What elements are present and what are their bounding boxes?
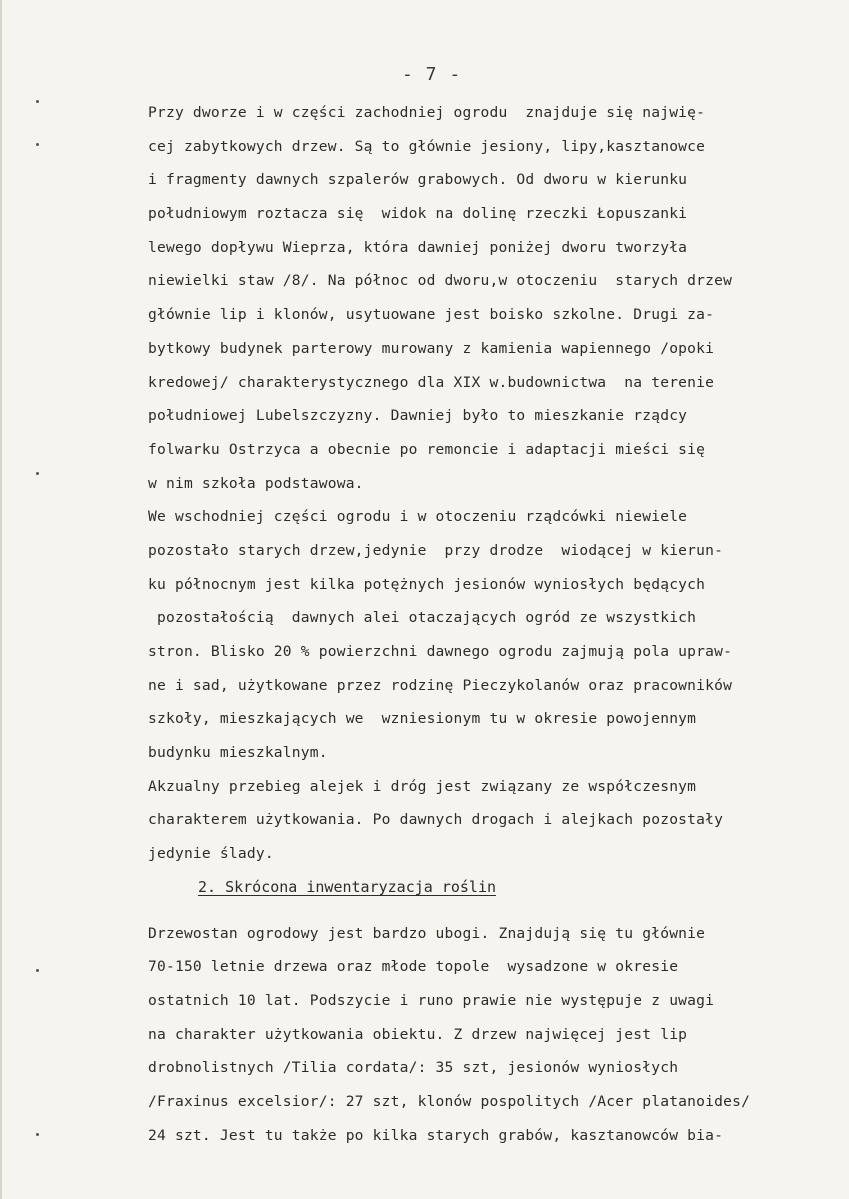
text-line: na charakter użytkowania obiektu. Z drzew najwięcej jest lip bbox=[148, 1025, 688, 1043]
text-line: niewielki staw /8/. Na północ od dworu,w otoczeniu starych drzew bbox=[148, 272, 733, 290]
text-line: drobnolistnych /Tilia cordata/: 35 szt, jesionów wyniosłych bbox=[148, 1059, 679, 1077]
text-line: ku północnym jest kilka potężnych jesionów wyniosłych będących bbox=[148, 575, 706, 593]
text-line: jedynie ślady. bbox=[148, 845, 274, 863]
text-line: w nim szkoła podstawowa. bbox=[148, 474, 364, 492]
text-line: cej zabytkowych drzew. Są to głównie jesiony, lipy,kasztanowce bbox=[148, 137, 706, 155]
spacer bbox=[148, 905, 838, 917]
text-line: bytkowy budynek parterowy murowany z kamienia wapiennego /opoki bbox=[148, 339, 715, 357]
text-line: Akzualny przebieg alejek i dróg jest związany ze współczesnym bbox=[148, 777, 697, 795]
text-line: Przy dworze i w części zachodniej ogrodu znajduje się najwię- bbox=[148, 104, 706, 121]
paragraph-1 bbox=[148, 96, 838, 500]
paragraph-4 bbox=[148, 917, 838, 1153]
text-line: folwarku Ostrzyca a obecnie po remoncie i adaptacji mieści się bbox=[148, 440, 706, 458]
text-line: południowej Lubelszczyzny. Dawniej było to mieszkanie rządcy bbox=[148, 407, 688, 425]
margin-dot bbox=[36, 100, 39, 103]
page-number: - 7 - bbox=[402, 64, 462, 85]
body-text bbox=[148, 96, 838, 1152]
margin-dot bbox=[36, 472, 39, 475]
text-line: lewego dopływu Wieprza, która dawniej poniżej dworu tworzyła bbox=[148, 238, 688, 256]
text-line: kredowej/ charakterystycznego dla XIX w.budownictwa na terenie bbox=[148, 373, 715, 391]
paragraph-2 bbox=[148, 500, 838, 770]
margin-dot bbox=[36, 143, 39, 146]
text-line: 70-150 letnie drzewa oraz młode topole wysadzone w okresie bbox=[148, 958, 679, 976]
margin-dot bbox=[36, 969, 39, 972]
text-line: głównie lip i klonów, usytuowane jest boisko szkolne. Drugi za- bbox=[148, 306, 715, 324]
text-line: ostatnich 10 lat. Podszycie i runo prawie nie występuje z uwagi bbox=[148, 991, 715, 1009]
text-line: południowym roztacza się widok na dolinę rzeczki Łopuszanki bbox=[148, 205, 688, 223]
text-line: We wschodniej części ogrodu i w otoczeniu rządcówki niewiele bbox=[148, 508, 688, 526]
text-line: charakterem użytkowania. Po dawnych drogach i alejkach pozostały bbox=[148, 811, 724, 829]
text-line: budynku mieszkalnym. bbox=[148, 744, 328, 762]
text-line: i fragmenty dawnych szpalerów grabowych. Od dworu w kierunku bbox=[148, 171, 688, 189]
text-line: pozostało starych drzew,jedynie przy drodze wiodącej w kierun- bbox=[148, 541, 724, 559]
text-line: stron. Blisko 20 % powierzchni dawnego ogrodu zajmują pola upraw- bbox=[148, 643, 733, 660]
text-line: pozostałością dawnych alei otaczających ogród ze wszystkich bbox=[148, 609, 697, 627]
section-heading: 2. Skrócona inwentaryzacja roślin bbox=[198, 877, 497, 896]
text-line: ne i sad, użytkowane przez rodzinę Pieczykolanów oraz pracowników bbox=[148, 676, 733, 694]
text-line: szkoły, mieszkających we wzniesionym tu w okresie powojennym bbox=[148, 710, 697, 728]
text-line: Drzewostan ogrodowy jest bardzo ubogi. Znajdują się tu głównie bbox=[148, 924, 706, 942]
text-line: /Fraxinus excelsior/: 27 szt, klonów pospolitych /Acer platanoides/ bbox=[148, 1092, 751, 1110]
paragraph-3 bbox=[148, 770, 838, 871]
text-line: 24 szt. Jest tu także po kilka starych grabów, kasztanowców bia- bbox=[148, 1126, 724, 1144]
margin-dot bbox=[36, 1133, 39, 1136]
